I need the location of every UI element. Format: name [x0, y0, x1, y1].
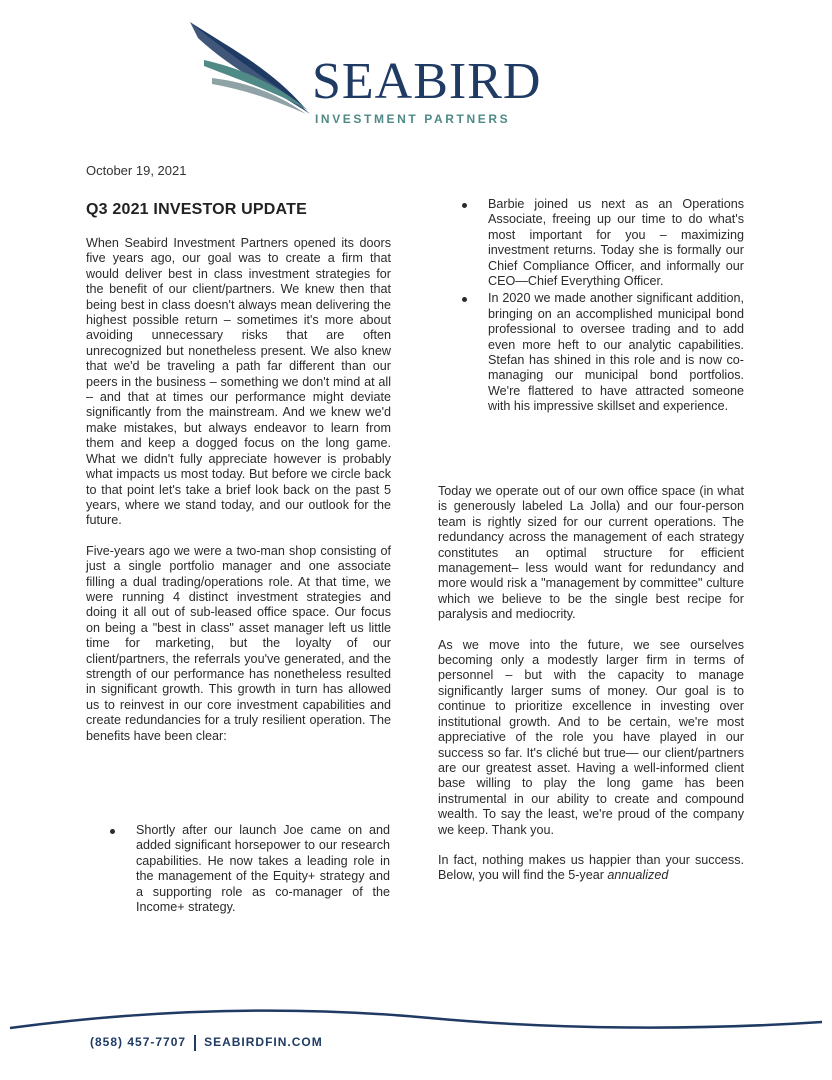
bullet-dot-icon	[110, 829, 115, 834]
paragraph: Five-years ago we were a two-man shop consisting of just a single portfolio manager and one associate filling a dual trading/operations role. At that time, we were running 4 distinct investment strategies and doing it all out of sub-leased office space. Our focus on being a "best in class" asset manager left us little time for marketing, but the loyalty of our client/partners, the referrals you've generated, and the strength of our performance has nonetheless resulted in significant growth. This growth in turn has allowed us to reinvest in our core investment capabilities and create redundancies for a truly resilient operation. The benefits have been clear:	[86, 543, 391, 743]
list-item	[110, 823, 390, 915]
left-column	[86, 236, 391, 759]
list-item	[462, 197, 744, 289]
footer-contact	[90, 1035, 323, 1051]
list-item-text: Barbie joined us next as an Operations Associate, freeing up our time to do what's most important for you – maximizing investment returns. Today she is formally our Chief Compliance Officer, and informally our CEO—Chief Everything Officer.	[488, 197, 744, 289]
brand-name: SEABIRD	[312, 53, 542, 110]
company-logo	[190, 18, 550, 130]
list-item	[462, 291, 744, 414]
list-item-text: Shortly after our launch Joe came on and added significant horsepower to our research capabilities. He now takes a leading role in the management of the Equity+ strategy and a supporting role as co-manager of the Income+ strategy.	[136, 823, 390, 915]
brand-tagline: INVESTMENT PARTNERS	[315, 112, 511, 126]
footer-wave-divider	[0, 1000, 832, 1040]
footer-separator	[194, 1035, 196, 1051]
list-item-text: In 2020 we made another significant addition, bringing on an accomplished municipal bond professional to oversee trading and to add even more heft to our analytic capabilities. Stefan has shined in this role and is now co-managing our municipal bond portfolios. We're flattered to have attracted someone with his impressive skillset and experience.	[488, 291, 744, 414]
paragraph: When Seabird Investment Partners opened its doors five years ago, our goal was to create a firm that would deliver best in class investment strategies for the benefit of our client/partners. We knew then that being best in class doesn't always mean delivering the highest possible return – sometimes it's more about avoiding unnecessary risks that are often unrecognized but nonetheless present. We also knew that we'd be traveling a path far different than our peers in the business – something we don't mind at all – and that at times our performance might deviate significantly from the mainstream. And we knew we'd make mistakes, but always endeavor to learn from them and keep a dogged focus on the long game. What we didn't fully appreciate however is probably what impacts us most today. But before we circle back to that point let's take a brief look back on the past 5 years, where we stand today, and our outlook for the future.	[86, 236, 391, 528]
website-link[interactable]: SEABIRDFIN.COM	[204, 1035, 323, 1050]
bullet-list-right	[462, 197, 744, 417]
paragraph-text: In fact, nothing makes us happier than your success. Below, you will find the 5-year	[438, 852, 744, 883]
paragraph: Today we operate out of our own office space (in what is generously labeled La Jolla) and our four-person team is rightly sized for our current operations. The redundancy across the management of each strategy constitutes an optimal structure for efficient management– less would want for redundancy and more would risk a "management by committee" culture which we believe to be the single best recipe for paralysis and mediocrity.	[438, 484, 744, 622]
right-column	[438, 484, 744, 899]
paragraph-last	[438, 853, 744, 884]
letter-date: October 19, 2021	[86, 163, 187, 178]
bullet-dot-icon	[462, 297, 467, 302]
page-title: Q3 2021 INVESTOR UPDATE	[86, 201, 307, 218]
paragraph: As we move into the future, we see ourselves becoming only a modestly larger firm in terms of personnel – but with the capacity to manage significantly larger sums of money. Our goal is to continue to prioritize excellence in investing over institutional growth. And to be certain, we're most appreciative of the role you have played in our success so far. It's cliché but true— our client/partners are our greatest asset. Having a well-informed client base willing to play the long game has been instrumental in our ability to create and compound wealth. To say the least, we're proud of the company we keep. Thank you.	[438, 637, 744, 837]
bullet-list-left	[110, 823, 390, 917]
phone-number: (858) 457-7707	[90, 1035, 187, 1050]
bullet-dot-icon	[462, 203, 467, 208]
emphasis-text: annualized	[607, 868, 669, 883]
